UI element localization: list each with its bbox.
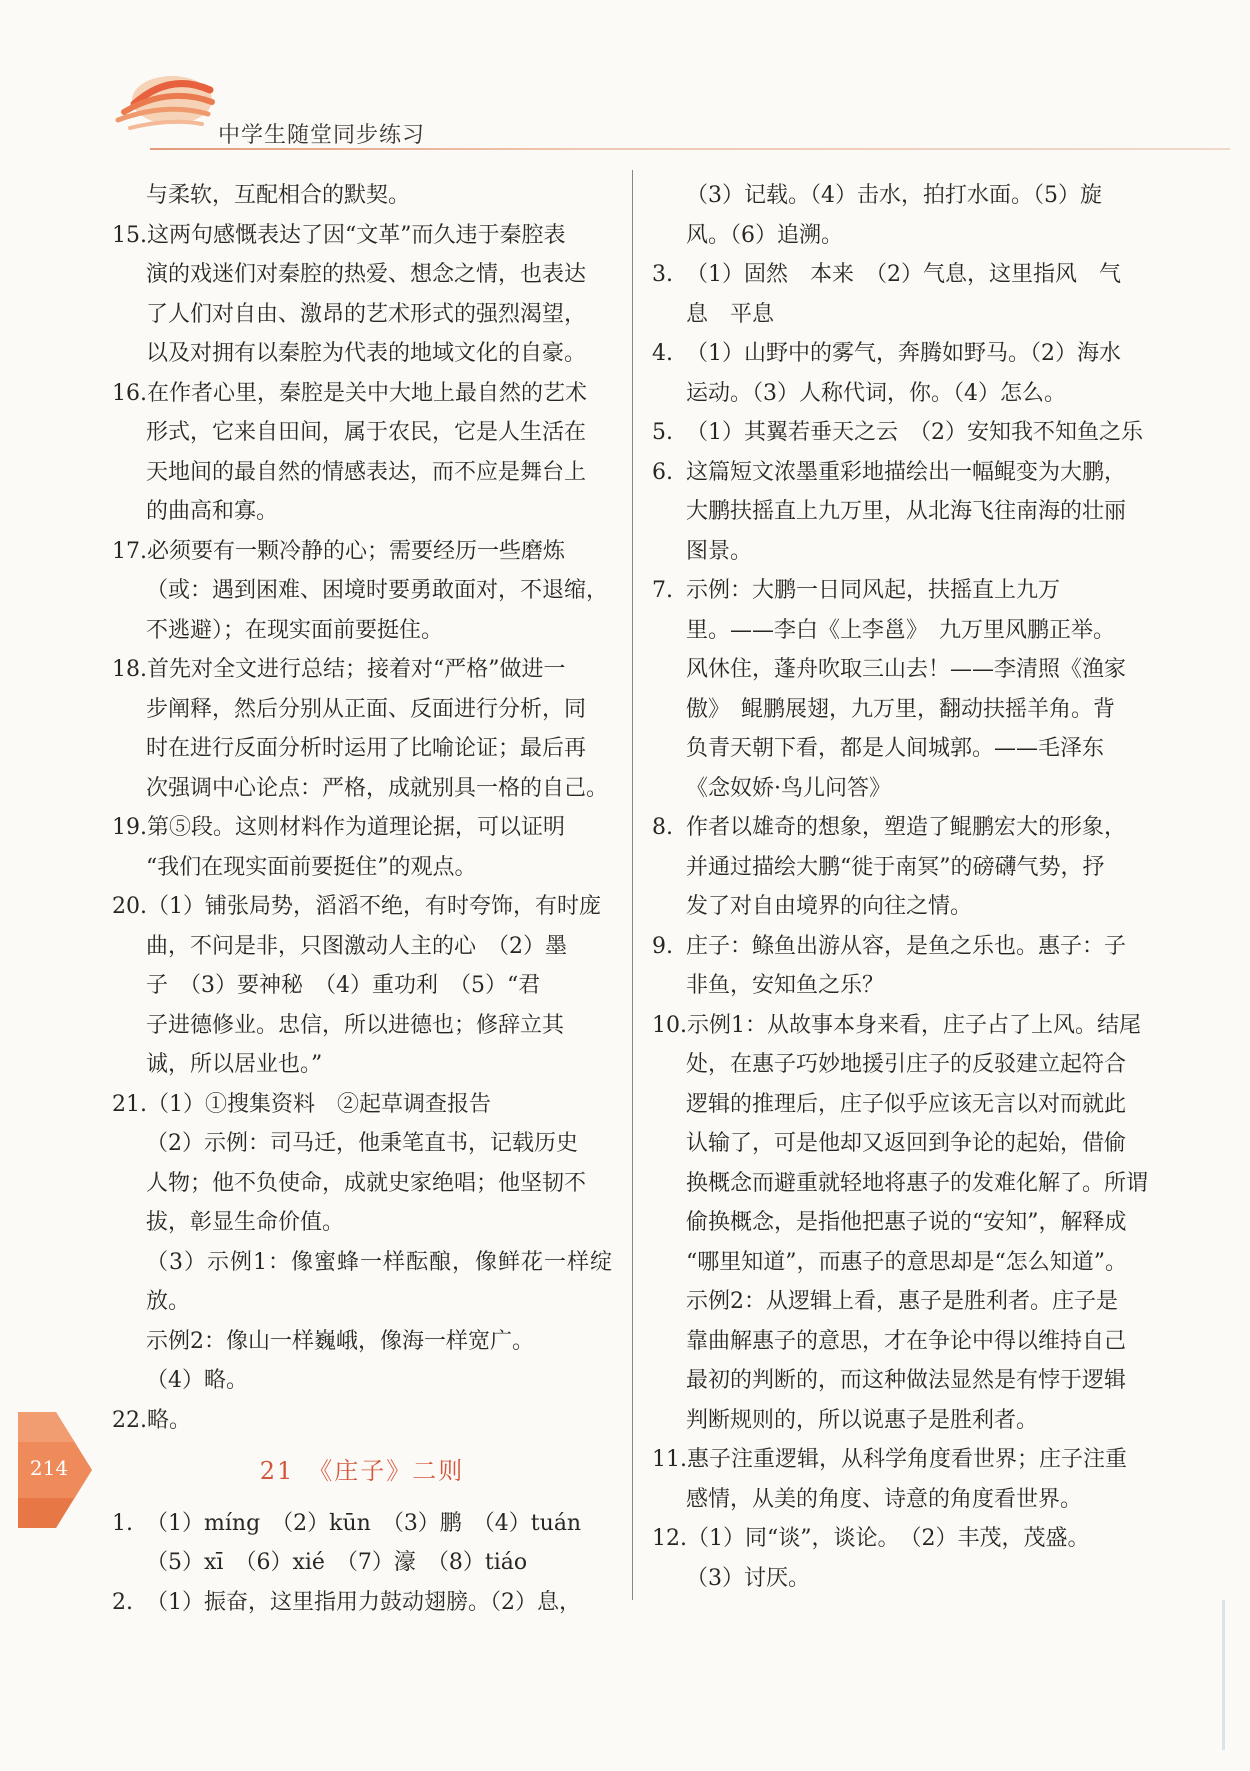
answer-line: “我们在现实面前要挺住”的观点。	[146, 854, 477, 880]
answer-line-first	[652, 453, 1152, 493]
answer-line: 感情，从美的角度、诗意的角度看世界。	[686, 1486, 1083, 1512]
answer-number: 20.	[112, 894, 147, 919]
answer-number: 19.	[112, 815, 147, 840]
answer-number: 21.	[112, 1091, 147, 1117]
answer-line: 与柔软，互配相合的默契。	[146, 183, 411, 208]
answer-line-first	[652, 1006, 1152, 1046]
answer-line: 了人们对自由、激昂的艺术形式的强烈渴望，	[146, 301, 587, 327]
answer-item	[652, 413, 1152, 453]
answer-text: （1）山野中的雾气，奔腾如野马。（2）海水	[686, 341, 1121, 366]
answer-item	[652, 571, 1152, 808]
answer-number: 3.	[652, 262, 673, 287]
answer-item	[112, 1504, 612, 1583]
answer-text: 作者以雄奇的想象，塑造了鲲鹏宏大的形象，	[686, 815, 1127, 840]
answer-column-right	[652, 176, 1152, 1598]
answer-item	[112, 650, 612, 808]
answer-text: 惠子注重逻辑，从科学角度看世界；庄子注重	[687, 1447, 1128, 1472]
answer-line-first	[652, 571, 1152, 611]
answer-number: 8.	[652, 815, 673, 840]
answer-line-first	[112, 808, 612, 848]
answer-text: 这两句感慨表达了因“文革”而久违于秦腔表	[147, 222, 566, 248]
answer-number: 15.	[112, 222, 147, 248]
answer-text: （1）①搜集资料 ②起草调查报告	[147, 1091, 491, 1117]
answer-line-first	[112, 216, 612, 256]
answer-text: 首先对全文进行总结；接着对“严格”做进一	[147, 657, 566, 682]
answer-number: 12.	[652, 1526, 687, 1551]
answer-line: 示例2：像山一样巍峨，像海一样宽广。	[146, 1328, 534, 1354]
answer-line: 大鹏扶摇直上九万里，从北海飞往南海的壮丽	[686, 499, 1127, 524]
answer-text: （1）同“谈”，谈论。 （2）丰茂，茂盛。	[687, 1526, 1090, 1551]
answer-line: （4）略。	[146, 1368, 248, 1393]
answer-line: （3）记载。（4）击水，拍打水面。（5）旋	[686, 183, 1102, 208]
answer-item	[112, 374, 612, 532]
answer-number: 18.	[112, 657, 147, 682]
answer-line: 次强调中心论点：严格，成就别具一格的自己。	[146, 775, 609, 801]
answer-line: 判断规则的，所以说惠子是胜利者。	[686, 1407, 1039, 1433]
answer-line: 示例2：从逻辑上看，惠子是胜利者。庄子是	[686, 1289, 1118, 1314]
answer-text: 略。	[147, 1407, 192, 1433]
answer-line-first	[652, 927, 1152, 967]
header-divider	[150, 148, 1230, 150]
answer-item	[112, 887, 612, 1085]
answer-text: 在作者心里，秦腔是关中大地上最自然的艺术	[147, 380, 588, 406]
answer-line: （或：遇到困难、困境时要勇敢面对，不退缩，	[146, 578, 609, 603]
answer-line: “哪里知道”，而惠子的意思却是“怎么知道”。	[686, 1249, 1127, 1275]
answer-text: （1）铺张局势，滔滔不绝，有时夸饰，有时庞	[147, 894, 601, 919]
answer-line: 人物；他不负使命，成就史家绝唱；他坚韧不	[146, 1170, 587, 1196]
answer-line: 运动。（3）人称代词，你。（4）怎么。	[686, 380, 1066, 406]
answer-line: 傲》 鲲鹏展翅，九万里，翻动扶摇羊角。背	[686, 696, 1116, 722]
answer-text: 庄子：鲦鱼出游从容，是鱼之乐也。惠子：子	[686, 933, 1127, 959]
answer-line-first	[112, 1583, 612, 1623]
answer-number: 5.	[652, 420, 673, 445]
answer-line: 曲，不问是非，只图激动人主的心 （2）墨	[146, 933, 567, 959]
answer-item	[112, 532, 612, 651]
answer-line: 的曲高和寡。	[146, 499, 279, 524]
answer-line: 逻辑的推理后，庄子似乎应该无言以对而就此	[686, 1091, 1127, 1117]
answer-text: （1）其翼若垂天之云 （2）安知我不知鱼之乐	[686, 420, 1143, 445]
answer-line-first	[652, 255, 1152, 295]
answer-line: （3）示例1：像蜜蜂一样酝酿，像鲜花一样绽放。	[146, 1249, 612, 1314]
answer-line-first	[112, 532, 612, 572]
answer-item	[112, 176, 612, 216]
answer-text: 必须要有一颗冷静的心；需要经历一些磨炼	[147, 538, 566, 564]
answer-number: 22.	[112, 1407, 147, 1433]
answer-text: 示例：大鹏一日同风起，扶摇直上九万	[686, 578, 1061, 603]
answer-number: 1.	[112, 1510, 133, 1536]
answer-line: 天地间的最自然的情感表达，而不应是舞台上	[146, 459, 587, 485]
answer-line-first	[112, 887, 612, 927]
answer-number: 7.	[652, 578, 673, 603]
answer-line: 非鱼，安知鱼之乐？	[686, 973, 885, 998]
answer-line: 图景。	[686, 538, 753, 564]
answer-line: 里。——李白《上李邕》 九万里风鹏正举。	[686, 617, 1116, 643]
answer-item	[112, 1401, 612, 1441]
answer-line-first	[112, 1504, 612, 1544]
answer-line: 诚，所以居业也。”	[146, 1052, 323, 1077]
answer-text: （1）振奋，这里指用力鼓动翅膀。（2）息，	[146, 1589, 581, 1615]
answer-text: （1）固然 本来 （2）气息，这里指风 气	[686, 262, 1121, 287]
answer-item	[652, 1006, 1152, 1441]
answer-line: 步阐释，然后分别从正面、反面进行分析，同	[146, 696, 587, 722]
answer-item	[652, 334, 1152, 413]
answer-line: （5）xī （6）xié （7）濠 （8）tiáo	[146, 1550, 528, 1575]
answer-item	[112, 1583, 612, 1623]
answer-line-first	[652, 413, 1152, 453]
answer-item	[652, 453, 1152, 572]
answer-line: 发了对自由境界的向往之情。	[686, 894, 973, 919]
answer-text: 这篇短文浓墨重彩地描绘出一幅鲲变为大鹏，	[686, 459, 1127, 485]
answer-number: 4.	[652, 341, 673, 366]
answer-line: 偷换概念，是指他把惠子说的“安知”，解释成	[686, 1210, 1127, 1235]
answer-line: 演的戏迷们对秦腔的热爱、想念之情，也表达	[146, 262, 587, 287]
answer-text: 第⑤段。这则材料作为道理论据，可以证明	[147, 815, 566, 840]
answer-number: 6.	[652, 459, 673, 485]
answer-line: 子进德修业。忠信，所以进德也；修辞立其	[146, 1012, 565, 1038]
answer-item	[652, 1440, 1152, 1519]
answer-number: 16.	[112, 380, 147, 406]
page-number: 214	[29, 1456, 69, 1480]
answer-line-first	[112, 1401, 612, 1441]
answer-text: （1）míng （2）kūn （3）鹏 （4）tuán	[146, 1510, 582, 1536]
answer-line-first	[112, 1085, 612, 1125]
answer-line-first	[652, 808, 1152, 848]
answer-line-first	[652, 1519, 1152, 1559]
answer-number: 11.	[652, 1447, 687, 1472]
answer-line: 《念奴娇·鸟儿问答》	[686, 775, 891, 801]
section-title: 21 《庄子》二则	[259, 1457, 465, 1485]
answer-column-left	[112, 176, 612, 1622]
answer-line: （3）讨厌。	[686, 1565, 810, 1591]
answer-number: 10.	[652, 1012, 687, 1038]
answer-line-first	[652, 334, 1152, 374]
answer-line: 最初的判断的，而这种做法显然是有悖于逻辑	[686, 1368, 1127, 1393]
answer-line-first	[112, 374, 612, 414]
answer-line: 形式，它来自田间，属于农民，它是人生活在	[146, 420, 587, 445]
answer-item	[652, 927, 1152, 1006]
answer-line: 并通过描绘大鹏“徙于南冥”的磅礴气势，抒	[686, 854, 1105, 880]
answer-line: 换概念而避重就轻地将惠子的发难化解了。所谓	[686, 1170, 1149, 1196]
answer-line: 靠曲解惠子的意思，才在争论中得以维持自己	[686, 1328, 1127, 1354]
answer-line: 息 平息	[686, 301, 775, 327]
page-header	[110, 68, 1230, 152]
answer-line: 认输了，可是他却又返回到争论的起始，借偷	[686, 1131, 1127, 1156]
answer-line: 子 （3）要神秘 （4）重功利 （5）“君	[146, 973, 541, 998]
answer-line-first	[112, 650, 612, 690]
answer-line: （2）示例：司马迁，他秉笔直书，记载历史	[146, 1131, 578, 1156]
book-series-logo	[110, 68, 220, 148]
answer-number: 9.	[652, 933, 673, 959]
answer-item	[112, 808, 612, 887]
answer-line: 风休住，蓬舟吹取三山去！——李清照《渔家	[686, 657, 1127, 682]
header-title: 中学生随堂同步练习	[218, 123, 426, 148]
answer-line: 以及对拥有以秦腔为代表的地域文化的自豪。	[146, 341, 587, 366]
answer-line: 拔，彰显生命价值。	[146, 1210, 345, 1235]
answer-line: 负青天朝下看，都是人间城郭。——毛泽东	[686, 736, 1105, 761]
answer-item	[652, 808, 1152, 927]
answer-item	[652, 176, 1152, 255]
answer-item	[652, 255, 1152, 334]
answer-number: 2.	[112, 1589, 133, 1615]
answer-line: 风。（6）追溯。	[686, 222, 843, 248]
answer-text: 示例1：从故事本身来看，庄子占了上风。结尾	[687, 1012, 1141, 1038]
answer-item	[652, 1519, 1152, 1598]
answer-line: 时在进行反面分析时运用了比喻论证；最后再	[146, 736, 587, 761]
answer-item	[112, 1085, 612, 1401]
answer-line-first	[652, 1440, 1152, 1480]
answer-line: 处，在惠子巧妙地援引庄子的反驳建立起符合	[686, 1052, 1127, 1077]
answer-line: 不逃避）；在现实面前要挺住。	[146, 617, 444, 643]
page-edge-shadow	[1222, 1600, 1225, 1750]
column-divider	[632, 170, 633, 1600]
answer-number: 17.	[112, 538, 147, 564]
answer-item	[112, 216, 612, 374]
